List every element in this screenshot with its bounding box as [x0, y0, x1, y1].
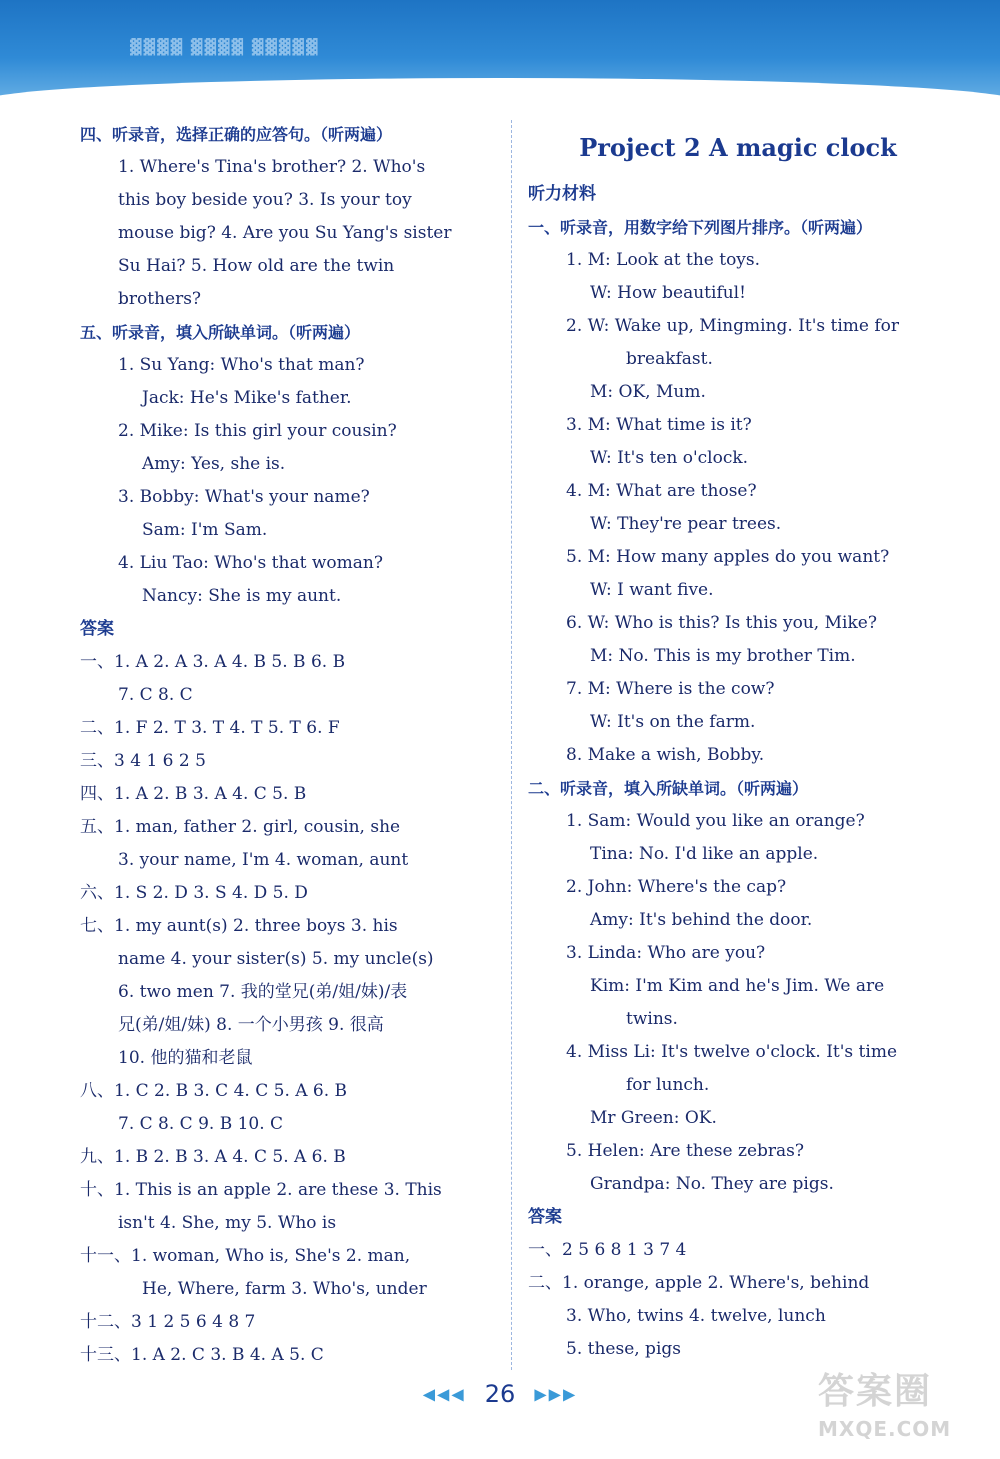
- right-column: [528, 118, 948, 1366]
- text-line: W: I want five.: [590, 580, 714, 600]
- text-line: 1. Where's Tina's brother? 2. Who's: [118, 157, 426, 177]
- text-line: for lunch.: [626, 1075, 710, 1095]
- text-line: 十一、1. woman, Who is, She's 2. man,: [80, 1246, 411, 1266]
- section-heading: 四、听录音，选择正确的应答句。（听两遍）: [80, 125, 393, 144]
- text-line: 6. W: Who is this? Is this you, Mike?: [566, 613, 877, 633]
- text-line: Grandpa: No. They are pigs.: [590, 1174, 834, 1194]
- text-line: 7. M: Where is the cow?: [566, 679, 775, 699]
- text-line: 2. W: Wake up, Mingming. It's time for: [566, 316, 900, 336]
- text-line: 一、2 5 6 8 1 3 7 4: [528, 1240, 687, 1260]
- text-line: 十三、1. A 2. C 3. B 4. A 5. C: [80, 1345, 324, 1365]
- text-line: 10. 他的猫和老鼠: [118, 1048, 253, 1068]
- section-heading: 五、听录音，填入所缺单词。（听两遍）: [80, 323, 361, 342]
- text-line: M: OK, Mum.: [590, 382, 706, 402]
- text-line: 十、1. This is an apple 2. are these 3. This: [80, 1180, 442, 1200]
- text-line: M: No. This is my brother Tim.: [590, 646, 856, 666]
- text-line: 1. M: Look at the toys.: [566, 250, 761, 270]
- text-line: 1. Sam: Would you like an orange?: [566, 811, 865, 831]
- text-line: brothers?: [118, 289, 202, 309]
- header-banner: [0, 0, 1000, 105]
- text-line: Sam: I'm Sam.: [142, 520, 268, 540]
- column-divider: [511, 120, 512, 1370]
- text-line: Amy: Yes, she is.: [142, 454, 286, 474]
- text-line: 七、1. my aunt(s) 2. three boys 3. his: [80, 916, 398, 936]
- text-line: isn't 4. She, my 5. Who is: [118, 1213, 337, 1233]
- text-line: He, Where, farm 3. Who's, under: [142, 1279, 427, 1299]
- text-line: 8. Make a wish, Bobby.: [566, 745, 765, 765]
- answer-heading: 听力材料: [528, 184, 596, 204]
- text-line: W: How beautiful!: [590, 283, 746, 303]
- text-line: 7. C 8. C: [118, 685, 193, 705]
- text-line: 3. Linda: Who are you?: [566, 943, 766, 963]
- answer-heading: 答案: [528, 1207, 562, 1227]
- prev-arrows-icon: ◀◀◀: [422, 1384, 466, 1404]
- text-line: 5. M: How many apples do you want?: [566, 547, 890, 567]
- text-line: 5. Helen: Are these zebras?: [566, 1141, 804, 1161]
- text-line: 1. Su Yang: Who's that man?: [118, 355, 365, 375]
- watermark-line2: MXQE.COM: [818, 1417, 952, 1441]
- text-line: 八、1. C 2. B 3. C 4. C 5. A 6. B: [80, 1081, 348, 1101]
- text-line: 二、1. F 2. T 3. T 4. T 5. T 6. F: [80, 718, 340, 738]
- text-line: 7. C 8. C 9. B 10. C: [118, 1114, 284, 1134]
- text-line: Kim: I'm Kim and he's Jim. We are: [590, 976, 885, 996]
- text-line: 6. two men 7. 我的堂兄(弟/姐/妹)/表: [118, 982, 408, 1002]
- text-line: 3. Who, twins 4. twelve, lunch: [566, 1306, 826, 1326]
- text-line: Su Hai? 5. How old are the twin: [118, 256, 395, 276]
- watermark-line1: 答案圈: [818, 1371, 933, 1412]
- section-heading: 二、听录音，填入所缺单词。（听两遍）: [528, 779, 809, 798]
- text-line: 4. M: What are those?: [566, 481, 757, 501]
- page-number: 26: [484, 1380, 516, 1408]
- text-line: Mr Green: OK.: [590, 1108, 717, 1128]
- text-line: 十二、3 1 2 5 6 4 8 7: [80, 1312, 256, 1332]
- text-line: 兄(弟/姐/妹) 8. 一个小男孩 9. 很高: [118, 1015, 384, 1035]
- text-line: 3. M: What time is it?: [566, 415, 752, 435]
- text-line: Amy: It's behind the door.: [590, 910, 813, 930]
- text-line: breakfast.: [626, 349, 713, 369]
- text-line: Tina: No. I'd like an apple.: [590, 844, 819, 864]
- text-line: name 4. your sister(s) 5. my uncle(s): [118, 949, 434, 969]
- project-title: Project 2 A magic clock: [579, 133, 897, 162]
- banner-decoration: ▓▓▓▓ ▓▓▓▓ ▓▓▓▓▓: [130, 38, 320, 56]
- text-line: this boy beside you? 3. Is your toy: [118, 190, 412, 210]
- text-line: W: It's on the farm.: [590, 712, 756, 732]
- text-line: 二、1. orange, apple 2. Where's, behind: [528, 1273, 870, 1293]
- section-heading: 一、听录音，用数字给下列图片排序。（听两遍）: [528, 218, 873, 237]
- text-line: Jack: He's Mike's father.: [142, 388, 352, 408]
- text-line: W: It's ten o'clock.: [590, 448, 749, 468]
- banner-wave: [0, 78, 1000, 105]
- text-line: 四、1. A 2. B 3. A 4. C 5. B: [80, 784, 307, 804]
- text-line: 五、1. man, father 2. girl, cousin, she: [80, 817, 401, 837]
- text-line: 3. your name, I'm 4. woman, aunt: [118, 850, 409, 870]
- text-line: 六、1. S 2. D 3. S 4. D 5. D: [80, 883, 308, 903]
- text-line: 2. Mike: Is this girl your cousin?: [118, 421, 397, 441]
- left-column: [80, 118, 500, 1372]
- text-line: W: They're pear trees.: [590, 514, 782, 534]
- text-line: 三、3 4 1 6 2 5: [80, 751, 206, 771]
- answer-heading: 答案: [80, 619, 114, 639]
- text-line: mouse big? 4. Are you Su Yang's sister: [118, 223, 452, 243]
- text-line: 2. John: Where's the cap?: [566, 877, 787, 897]
- text-line: 5. these, pigs: [566, 1339, 681, 1359]
- right-column-lines: [528, 178, 948, 1366]
- next-arrows-icon: ▶▶▶: [534, 1384, 578, 1404]
- text-line: Nancy: She is my aunt.: [142, 586, 342, 606]
- text-line: 3. Bobby: What's your name?: [118, 487, 370, 507]
- text-line: 一、1. A 2. A 3. A 4. B 5. B 6. B: [80, 652, 346, 672]
- text-line: 九、1. B 2. B 3. A 4. C 5. A 6. B: [80, 1147, 346, 1167]
- text-line: 4. Liu Tao: Who's that woman?: [118, 553, 383, 573]
- watermark-logo: [818, 1368, 983, 1448]
- text-line: twins.: [626, 1009, 678, 1029]
- text-line: 4. Miss Li: It's twelve o'clock. It's time: [566, 1042, 898, 1062]
